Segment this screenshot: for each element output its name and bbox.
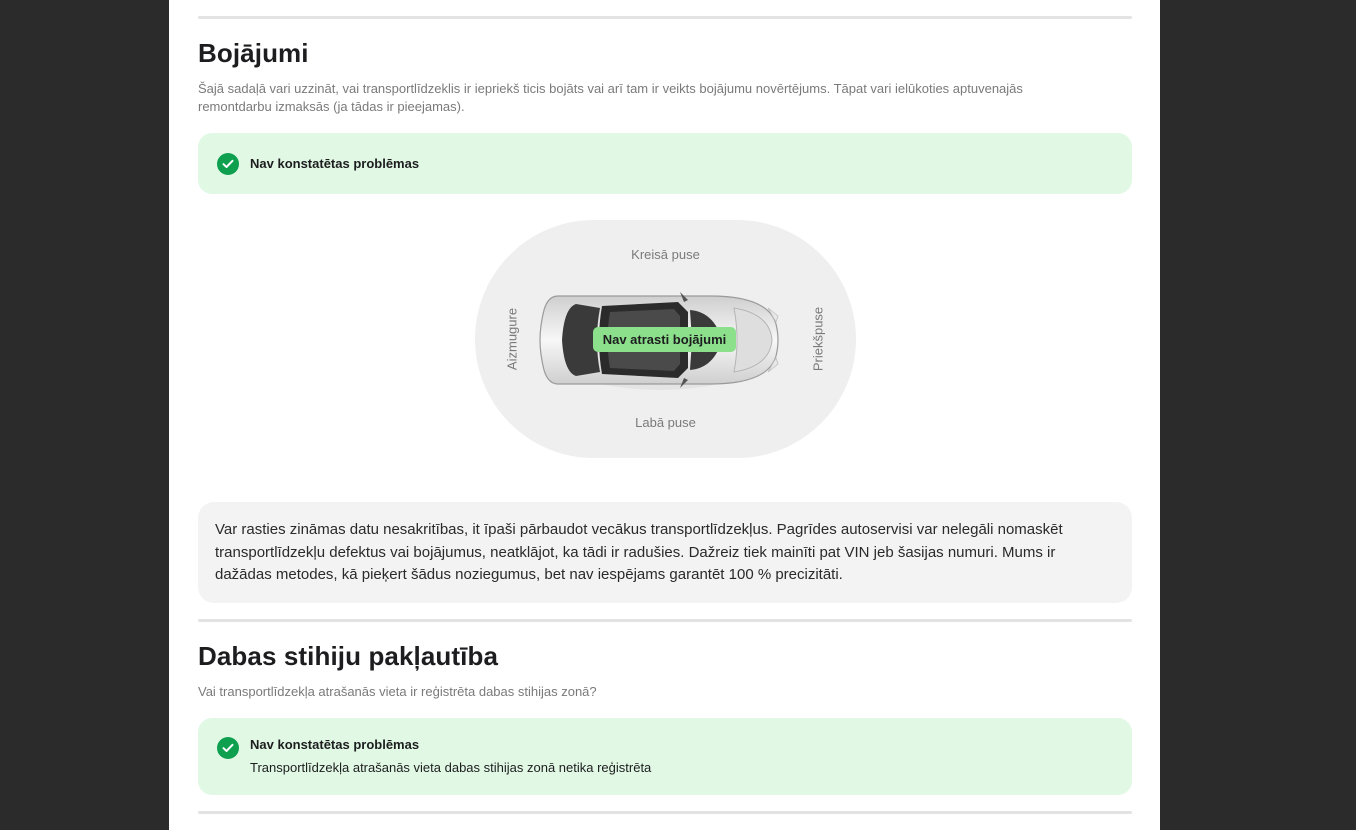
natural-disasters-status-title: Nav konstatētas problēmas [250,737,420,752]
right-side-label: Labā puse [635,415,696,430]
rear-label: Aizmugure [504,307,520,371]
front-label: Priekšpuse [810,306,826,372]
damage-status-box [198,133,1132,194]
section-divider [198,16,1132,19]
natural-disasters-status-text: Transportlīdzekļa atrašanās vieta dabas stihijas zonā netika reģistrēta [250,760,652,775]
damage-status-title: Nav konstatētas problēmas [250,156,420,171]
check-circle-icon [217,153,239,175]
section-divider [198,619,1132,622]
report-page [169,0,1160,830]
natural-disasters-status-box [198,718,1132,795]
no-damage-badge: Nav atrasti bojājumi [593,327,736,352]
car-damage-diagram [475,220,856,458]
data-disclaimer-note: Var rasties zināmas datu nesakritības, it īpaši pārbaudot vecākus transportlīdzekļus. Pagrīdes autoservisi var nelegāli nomaskēt transportlīdzekļu defektus vai bojājumus, neatklājot, ka tādi ir radušies. Dažreiz tiek mainīti pat VIN jeb šasijas numuri. Mums ir dažādas metodes, kā pieķert šādus noziegumus, bet nav iespējams garantēt 100 % precizitāti. [198,502,1132,603]
damage-section-description: Šajā sadaļā vari uzzināt, vai transportlīdzeklis ir iepriekš ticis bojāts vai arī tam ir veikts bojājumu novērtējums. Tāpat vari ielūkoties aptuvenajās remontdarbu izmaksās (ja tādas ir pieejamas). [198,81,1023,114]
damage-section-title: Bojājumi [198,38,309,68]
natural-disasters-section-description: Vai transportlīdzekļa atrašanās vieta ir reģistrēta dabas stihijas zonā? [198,684,597,699]
left-side-label: Kreisā puse [631,247,700,262]
section-divider [198,811,1132,814]
check-circle-icon [217,737,239,759]
natural-disasters-section-title: Dabas stihiju pakļautība [198,641,499,671]
